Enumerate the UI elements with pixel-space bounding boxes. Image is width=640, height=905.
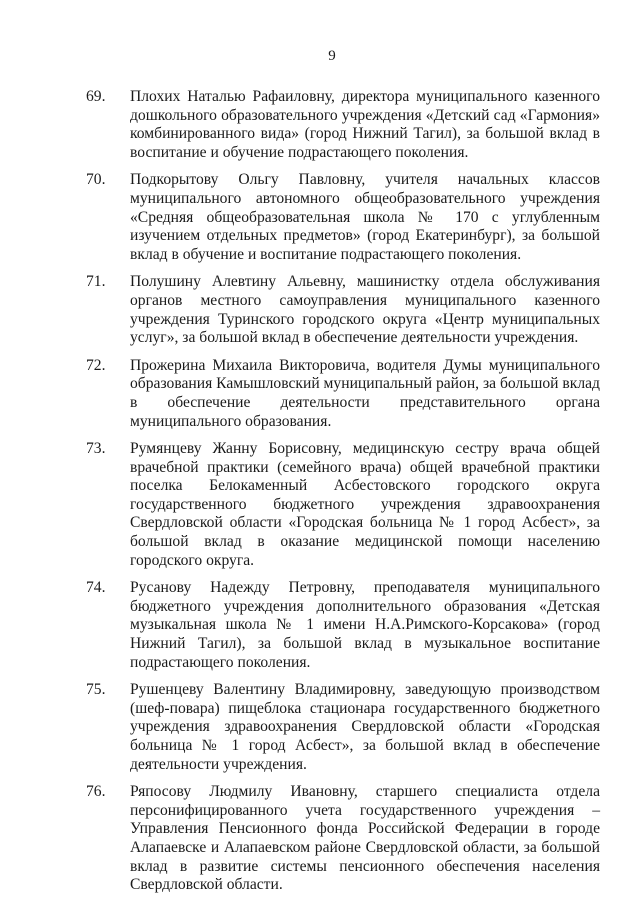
item-text: Русанову Надежду Петровну, преподавателя муниципального бюджетного учреждения дополнительного образования «Детская музыкальная школа № 1 имени Н.А.Римского-Корсакова» (город Нижний Тагил), за большой вклад в музыкальное воспитание подрастающего поколения.	[130, 579, 600, 671]
list-item	[86, 88, 600, 162]
item-number: 76.	[86, 783, 106, 801]
award-list	[86, 88, 600, 904]
item-number: 69.	[86, 88, 106, 105]
item-number: 73.	[86, 440, 106, 458]
item-text: Полушину Алевтину Альевну, машинистку отдела обслуживания органов местного самоуправления муниципального казенного учреждения Туринского городского округа «Центр муниципальных услуг», за большой вклад в обеспечение деятельности учреждения.	[130, 273, 600, 347]
item-number: 70.	[86, 171, 106, 189]
item-text: Рушенцеву Валентину Владимировну, заведующую производством (шеф-повара) пищеблока стационара государственного бюджетного учреждения здравоохранения Свердловской области «Городская больница № 1 город Асбест», за большой вклад в обеспечение деятельности учреждения.	[130, 681, 600, 773]
list-item	[86, 783, 600, 895]
list-item	[86, 273, 600, 347]
list-item	[86, 357, 600, 431]
list-item	[86, 579, 600, 672]
item-number: 71.	[86, 273, 106, 291]
list-item	[86, 681, 600, 774]
item-text: Прожерина Михаила Викторовича, водителя Думы муниципального образования Камышловский муниципальный район, за большой вклад в обеспечение деятельности представительного органа муниципального образования.	[130, 356, 600, 430]
item-text: Подкорытову Ольгу Павловну, учителя начальных классов муниципального автономного общеобразовательного учреждения «Средняя общеобразовательная школа № 170 с углубленным изучением отдельных предметов» (город Екатеринбург), за большой вклад в обучение и воспитание подрастающего поколения.	[130, 171, 600, 263]
item-number: 75.	[86, 681, 106, 699]
item-text: Румянцеву Жанну Борисовну, медицинскую сестру врача общей врачебной практики (семейного врача) общей врачебной практики поселка Белокаменный Асбестовского городского округа государственного бюджетного учреждения здравоохранения Свердловской области «Городская больница № 1 город Асбест», за большой вклад в оказание медицинской помощи населению городского округа.	[130, 440, 600, 569]
item-number: 74.	[86, 579, 106, 597]
list-item	[86, 440, 600, 570]
page-number: 9	[328, 48, 336, 64]
item-number: 72.	[86, 356, 106, 374]
list-item	[86, 171, 600, 264]
item-text: Ряпосову Людмилу Ивановну, старшего специалиста отдела персонифицированного учета государственного учреждения – Управления Пенсионного фонда Российской Федерации в городе Алапаевске и Алапаевском районе Свердловской области, за большой вклад в развитие системы пенсионного обеспечения населения Свердловской области.	[130, 783, 600, 894]
item-text: Плохих Наталью Рафаиловну, директора муниципального казенного дошкольного образовательного учреждения «Детский сад «Гармония» комбинированного вида» (город Нижний Тагил), за большой вклад в воспитание и обучение подрастающего поколения.	[130, 88, 600, 161]
